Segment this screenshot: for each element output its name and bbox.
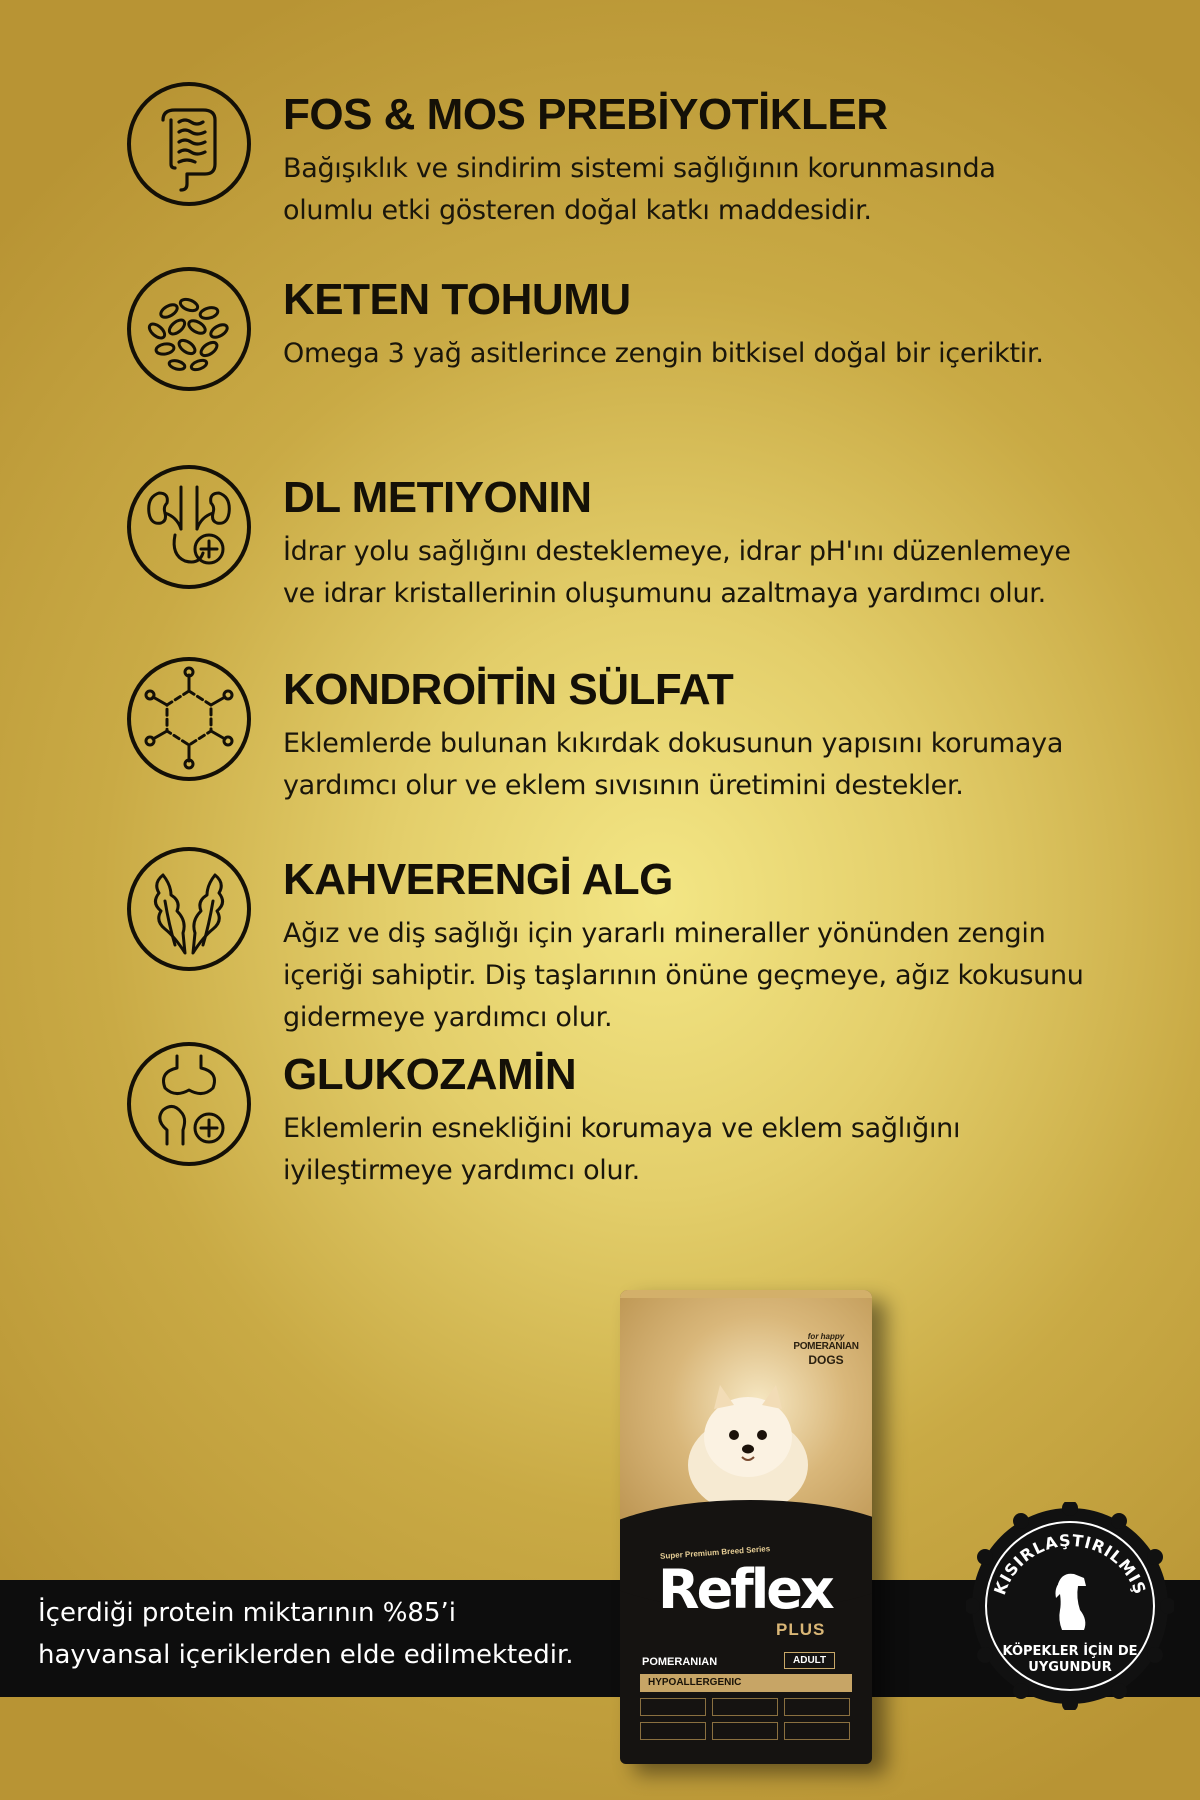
package-age: ADULT xyxy=(784,1652,835,1669)
package-feature-cell xyxy=(784,1722,850,1740)
description-line: içeriği sahiptir. Diş taşlarının önüne geçmeye, ağız kokusunu xyxy=(283,960,1084,991)
badge-dogs: DOGS xyxy=(808,1353,844,1367)
flax-seeds-icon xyxy=(125,265,253,393)
feature-description xyxy=(283,148,1183,232)
description-line: olumlu etki gösteren doğal katkı maddesidir. xyxy=(283,195,872,226)
feature-title: KAHVERENGİ ALG xyxy=(283,855,673,904)
feature-title: FOS & MOS PREBİYOTİKLER xyxy=(283,90,888,139)
seal-line-1: KÖPEKLER İÇİN DE xyxy=(1002,1644,1138,1659)
package-feature-grid xyxy=(640,1698,852,1748)
package-breed: POMERANIAN xyxy=(642,1656,718,1668)
brand-plus: PLUS xyxy=(776,1620,826,1639)
description-line: Eklemlerin esnekliğini korumaya ve eklem sağlığını xyxy=(283,1113,961,1144)
badge-breed: POMERANIAN xyxy=(793,1341,859,1352)
description-line: ve idrar kristallerinin oluşumunu azaltmaya yardımcı olur. xyxy=(283,578,1046,609)
badge-for-happy: for happy xyxy=(807,1332,845,1341)
banner-line: hayvansal içeriklerden elde edilmektedir. xyxy=(38,1640,574,1670)
seal-arc-text: KISIRLAŞTIRILMIŞ xyxy=(990,1530,1150,1598)
description-line: Bağışıklık ve sindirim sistemi sağlığının korunmasında xyxy=(283,153,996,184)
package-claim: HYPOALLERGENIC xyxy=(640,1674,852,1692)
feature-description xyxy=(283,1108,1183,1192)
protein-banner-text xyxy=(38,1592,638,1676)
feature-kondroitin-sulfat xyxy=(125,655,1165,805)
brand-logo: Reflex xyxy=(658,1558,832,1621)
description-line: Omega 3 yağ asitlerince zengin bitkisel doğal bir içeriktir. xyxy=(283,338,1044,369)
feature-description xyxy=(283,913,1183,1039)
package-feature-cell xyxy=(712,1698,778,1716)
feature-description xyxy=(283,531,1183,615)
neutered-seal-badge xyxy=(966,1502,1174,1710)
feature-description xyxy=(283,333,1183,375)
banner-line: İçerdiği protein miktarının %85’i xyxy=(38,1598,456,1628)
pomeranian-dog-image xyxy=(680,1375,815,1515)
package-top-strip xyxy=(620,1290,872,1298)
package-feature-cell xyxy=(640,1722,706,1740)
feature-kahverengi-alg xyxy=(125,845,1165,1035)
description-line: Eklemlerde bulunan kıkırdak dokusunun yapısını korumaya xyxy=(283,728,1064,759)
package-series: Super Premium Breed Series xyxy=(659,1544,771,1561)
molecule-icon xyxy=(125,655,253,783)
feature-title: GLUKOZAMİN xyxy=(283,1050,577,1099)
description-line: Ağız ve diş sağlığı için yararlı mineraller yönünden zengin xyxy=(283,918,1046,949)
pomeranian-badge xyxy=(785,1332,867,1367)
package-feature-cell xyxy=(712,1722,778,1740)
feature-description xyxy=(283,723,1183,807)
feature-glukozamin xyxy=(125,1040,1165,1190)
product-package xyxy=(620,1290,872,1764)
feature-title: DL METIYONIN xyxy=(283,473,592,522)
seal-line-2: UYGUNDUR xyxy=(1028,1660,1112,1675)
feature-fos-mos xyxy=(125,80,1165,230)
description-line: iyileştirmeye yardımcı olur. xyxy=(283,1155,640,1186)
kidney-bladder-icon xyxy=(125,463,253,591)
seaweed-icon xyxy=(125,845,253,973)
feature-title: KONDROİTİN SÜLFAT xyxy=(283,665,734,714)
intestine-icon xyxy=(125,80,253,208)
description-line: yardımcı olur ve eklem sıvısının üretimini destekler. xyxy=(283,770,964,801)
feature-keten-tohumu xyxy=(125,265,1165,395)
feature-title: KETEN TOHUMU xyxy=(283,275,631,324)
description-line: İdrar yolu sağlığını desteklemeye, idrar pH'ını düzenlemeye xyxy=(283,536,1071,567)
joint-bone-icon xyxy=(125,1040,253,1168)
feature-dl-metiyonin xyxy=(125,463,1165,613)
description-line: gidermeye yardımcı olur. xyxy=(283,1002,613,1033)
package-feature-cell xyxy=(640,1698,706,1716)
package-feature-cell xyxy=(784,1698,850,1716)
